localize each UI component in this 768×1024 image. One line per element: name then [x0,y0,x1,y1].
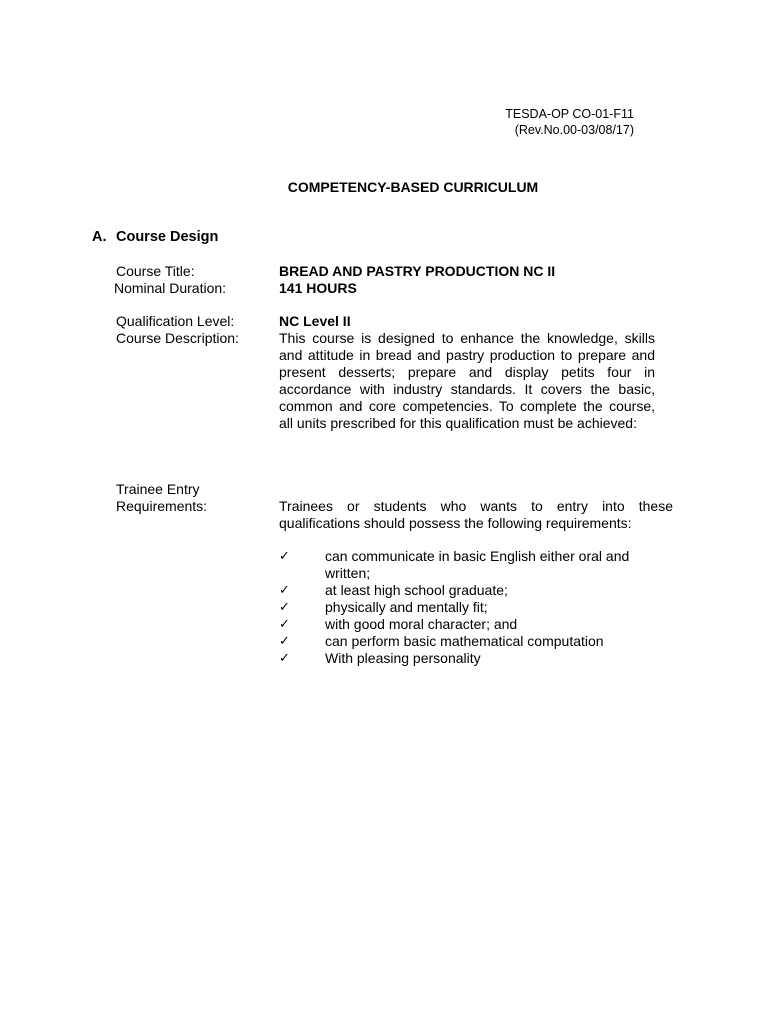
checkmark-icon: ✓ [279,583,290,598]
list-item [279,548,659,582]
checkmark-icon: ✓ [279,634,290,649]
section-heading [92,229,218,245]
checkmark-icon: ✓ [279,600,290,615]
checkmark-icon: ✓ [279,617,290,632]
course-title-label: Course Title: [116,263,195,279]
nominal-duration-label: Nominal Duration: [114,280,227,296]
requirements-intro [279,498,673,532]
course-title-value: BREAD AND PASTRY PRODUCTION NC II [279,263,556,279]
trainee-entry-label-line-2: Requirements: [116,498,208,514]
requirements-intro-line-2: qualifications should possess the following requirements: [279,515,632,531]
requirement-text: can perform basic mathematical computation [325,633,604,649]
course-description-text: This course is designed to enhance the knowledge, skills and attitude in bread and pastry production to prepare and present desserts; prepare and display petits four in accordance with industry standards. It covers the basic, common and core competencies. To complete the course, all units prescribed for this qualification must be achieved: [279,330,655,431]
checkmark-icon: ✓ [279,651,290,666]
section-title: Course Design [116,229,219,245]
list-item [279,599,659,616]
document-code-line-2: (Rev.No.00-03/08/17) [514,123,634,137]
course-description-label: Course Description: [116,330,239,346]
requirements-list [279,548,659,667]
checkmark-icon: ✓ [279,549,290,564]
list-item [279,582,659,599]
section-letter: A. [92,229,107,245]
requirement-text: physically and mentally fit; [325,599,488,615]
list-item [279,633,659,650]
requirement-text: With pleasing personality [325,650,481,666]
nominal-duration-value: 141 HOURS [279,280,357,296]
requirement-text: with good moral character; and [325,616,518,632]
trainee-entry-label-line-1: Trainee Entry [116,481,200,497]
requirement-text: can communicate in basic English either oral and written; [325,548,630,581]
trainee-entry-label [116,481,207,515]
list-item [279,650,659,667]
page-title: COMPETENCY-BASED CURRICULUM [287,179,539,195]
document-code [468,106,634,138]
requirement-text: at least high school graduate; [325,582,508,598]
qualification-level-value: NC Level II [279,313,351,329]
document-code-line-1: TESDA-OP CO-01-F11 [505,107,634,121]
list-item [279,616,659,633]
requirements-intro-line-1: Trainees or students who wants to entry into these [279,498,673,514]
qualification-level-label: Qualification Level: [116,313,235,329]
